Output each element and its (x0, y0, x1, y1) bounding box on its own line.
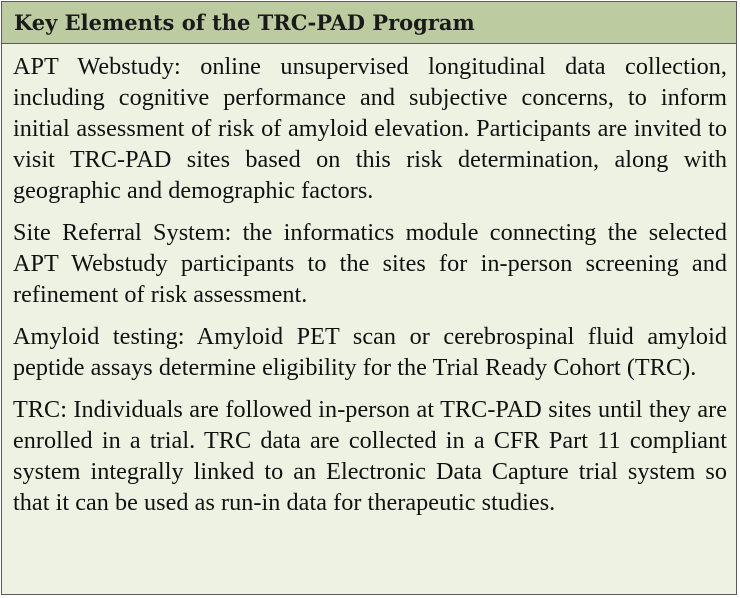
box-title: Key Elements of the TRC-PAD Program (2, 2, 736, 44)
box-body (2, 44, 736, 518)
paragraph-amyloid-testing: Amyloid testing: Amyloid PET scan or cerebrospinal fluid amyloid peptide assays determine eligibility for the Trial Ready Cohort (TRC). (13, 323, 727, 381)
paragraph-apt-webstudy: APT Webstudy: online unsupervised longitudinal data collection, including cognitive performance and subjective concerns, to inform initial assessment of risk of amyloid elevation. Participants are invited to visit TRC-PAD sites based on this risk determination, along with geographic and demographic factors. (13, 53, 727, 204)
paragraph-site-referral-system: Site Referral System: the informatics module connecting the selected APT Webstudy participants to the sites for in-person screening and refinement of risk assessment. (13, 219, 727, 308)
key-elements-box (1, 1, 737, 595)
paragraph-trc: TRC: Individuals are followed in-person at TRC-PAD sites until they are enrolled in a trial. TRC data are collected in a CFR Part 11 compliant system integrally linked to an Electronic Data Capture trial system so that it can be used as run-in data for therapeutic studies. (13, 396, 727, 516)
